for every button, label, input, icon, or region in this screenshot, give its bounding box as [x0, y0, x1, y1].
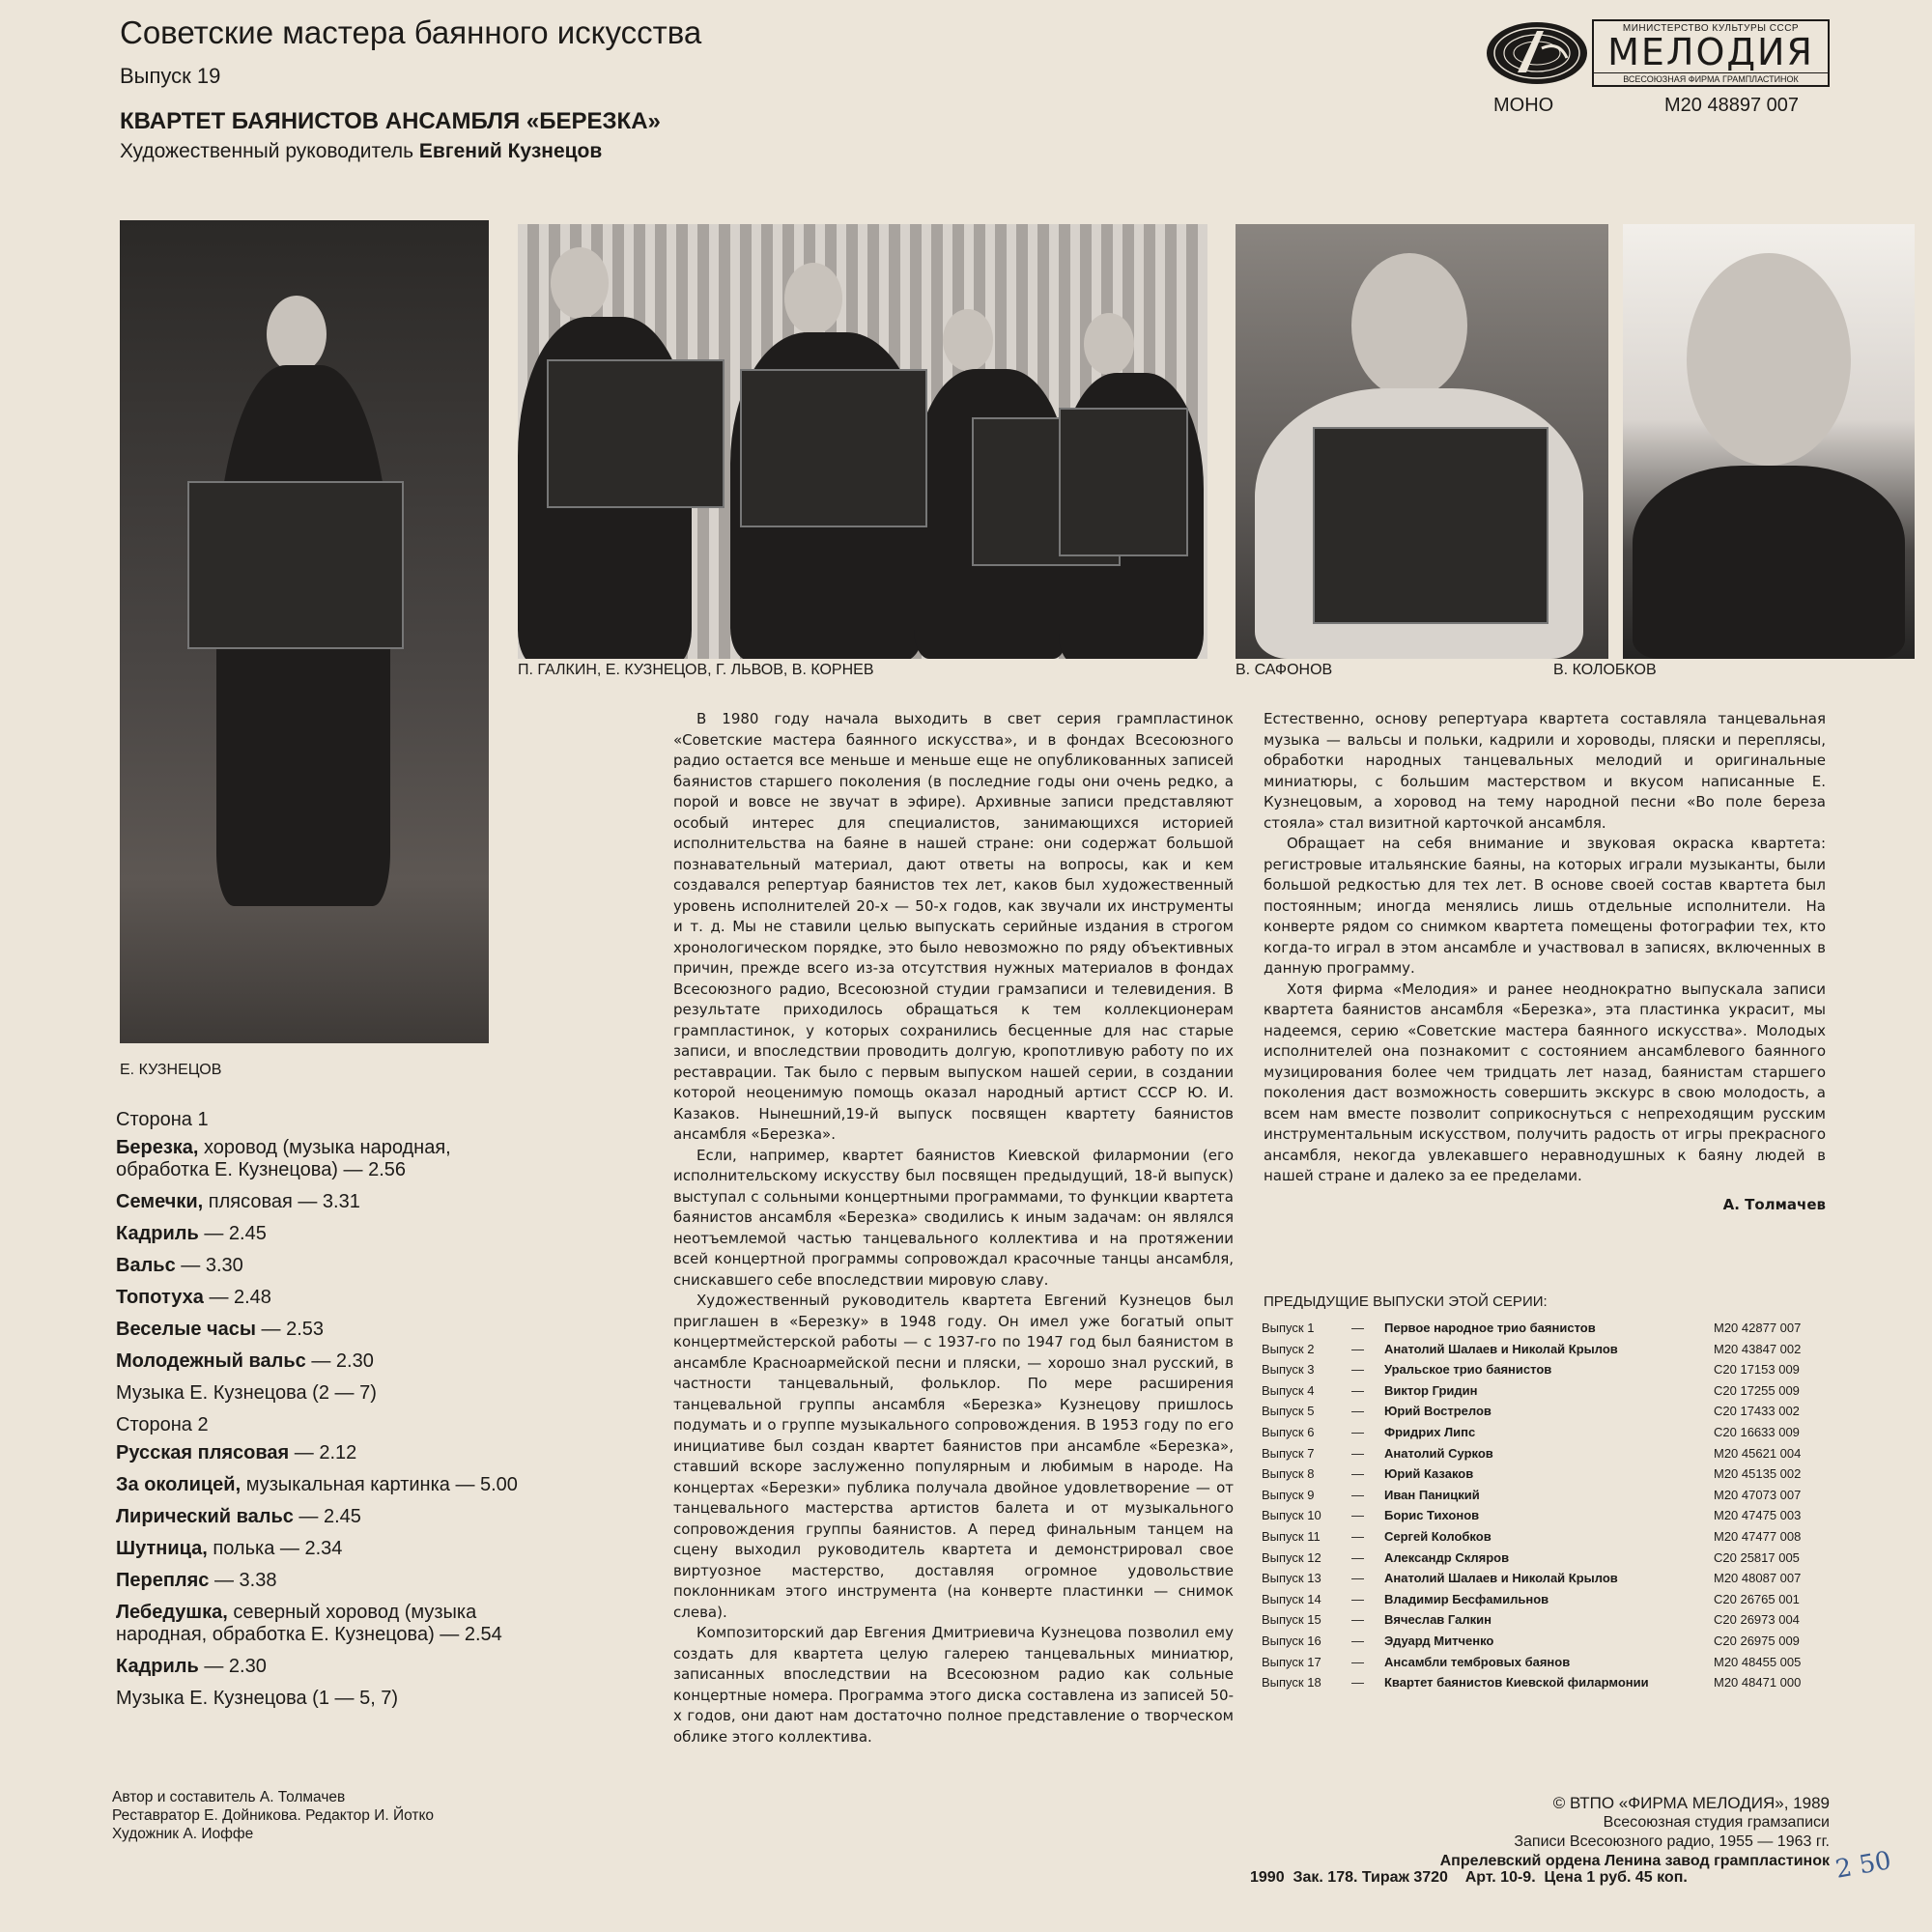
- credits: [112, 1788, 547, 1843]
- previous-issue-row: [1262, 1548, 1830, 1569]
- previous-issue-row: [1262, 1422, 1830, 1443]
- liner-notes-column-1: [673, 709, 1234, 1747]
- issue-number: Выпуск 9: [1262, 1487, 1315, 1502]
- issue-catalog: С20 25817 005: [1714, 1549, 1800, 1565]
- track-details: полька — 2.34: [207, 1538, 343, 1559]
- dash: —: [1351, 1675, 1364, 1690]
- track-details: — 2.12: [289, 1442, 357, 1463]
- plant-line: Апрелевский ордена Ленина завод грампластинок: [1439, 1853, 1830, 1869]
- track-title: Русская плясовая: [116, 1442, 290, 1463]
- track-item: [116, 1319, 531, 1341]
- issue-catalog: М20 45621 004: [1714, 1445, 1802, 1461]
- issue-title: Фридрих Липс: [1384, 1424, 1476, 1439]
- track-title: Вальс: [116, 1255, 176, 1276]
- track-details: — 3.30: [175, 1255, 243, 1276]
- essay-paragraph: Художественный руководитель квартета Евгений Кузнецов был приглашен в «Березку» в 1948 году. Он имел уже богатый опыт концертмейстерской работы — с 1937-го по 1947 год был баянистом в ансамбле Красноармейской песни и пляски, — хорошо знал русский, в частности танцевальный, фольклор. По мере расширения танцевальной группы ансамбля «Березка» Кузнецову пришлось подумать и о группе музыкального сопровождения. В 1953 году по его инициативе был создан квартет баянистов при ансамбле «Березка», ставший вскоре заслуженно популярным и любимым в народе. На концертах «Березки» публика получала двойное удовлетворение — от танцевального мастерства артистов балета и от музыкального сопровождения группы баянистов. А перед финальным танцем на сцену выходил руководитель квартета и демонстрировал свое виртуозное мастерство, доставляя огромное удовольствие поклонникам этого инструмента (на конверте пластинки — снимок слева).: [673, 1292, 1234, 1621]
- track-details: плясовая — 3.31: [203, 1191, 360, 1212]
- issue-catalog: С20 16633 009: [1714, 1424, 1800, 1439]
- photo-quartet: [518, 224, 1208, 659]
- liner-notes-column-2-text: [1264, 709, 1826, 1187]
- credit-line: Реставратор Е. Дойникова. Редактор И. Йотко: [112, 1807, 435, 1824]
- issue-number: Выпуск 12: [1262, 1549, 1321, 1565]
- track-details: — 2.30: [198, 1656, 267, 1677]
- previous-issue-row: [1262, 1505, 1830, 1526]
- track-title: Молодежный вальс: [116, 1350, 306, 1372]
- issue-number: Выпуск 4: [1262, 1382, 1315, 1398]
- recordings-line: Записи Всесоюзного радио, 1955 — 1963 гг.: [1514, 1833, 1830, 1850]
- previous-issue-row: [1262, 1652, 1830, 1673]
- dash: —: [1351, 1633, 1364, 1648]
- track-details: — 2.53: [255, 1319, 324, 1340]
- issue-catalog: М20 42877 007: [1714, 1321, 1802, 1335]
- issue-number: Выпуск 11: [1262, 1528, 1321, 1544]
- caption-photo-kuznetsov: Е. КУЗНЕЦОВ: [120, 1062, 222, 1078]
- dash: —: [1351, 1549, 1364, 1565]
- previous-issue-row: [1262, 1609, 1830, 1631]
- previous-issue-row: [1262, 1485, 1830, 1506]
- track-title: Шутница,: [116, 1538, 208, 1559]
- photo-kuznetsov: [120, 220, 489, 1043]
- liner-notes-column-2: [1264, 709, 1826, 1215]
- essay-author: А. Толмачев: [1722, 1195, 1826, 1213]
- track-item: [116, 1191, 531, 1213]
- track-title: Веселые часы: [116, 1319, 256, 1340]
- side-2-tracks: [116, 1442, 531, 1678]
- essay-paragraph: Естественно, основу репертуара квартета составляла танцевальная музыка — вальсы и польки, кадрили и хороводы, пляски и переплясы, обработки народных танцевальных мелодий и оригинальные миниатюры, с большим мастерством и вкусом написанные Е. Кузнецовым, а хоровод на тему народной песни «Во поле береза стояла» стал визитной карточкой ансамбля.: [1264, 710, 1826, 832]
- track-title: За околицей,: [116, 1474, 242, 1495]
- previous-issues-list: [1262, 1318, 1830, 1693]
- artistic-director: [120, 138, 602, 165]
- credit-line: Художник А. Иоффе: [112, 1826, 254, 1842]
- track-details: музыкальная картинка — 5.00: [241, 1474, 518, 1495]
- track-details: северный хоровод (музыка народная, обработка Е. Кузнецова) — 2.54: [116, 1602, 502, 1645]
- dash: —: [1351, 1654, 1364, 1669]
- issue-title: Юрий Казаков: [1384, 1466, 1474, 1482]
- dash: —: [1351, 1528, 1364, 1544]
- side-1-composer: Музыка Е. Кузнецова (2 — 7): [116, 1382, 377, 1404]
- essay-paragraph: Если, например, квартет баянистов Киевской филармонии (его исполнительскому искусству был посвящен предыдущий, 18-й выпуск) выступал с сольными концертными программами, то функции квартета баянистов ансамбля «Березка» сводились к иным задачам: он являлся неотъемлемой частью танцевального коллектива и на протяжении всей концертной программы сопровождал красочные танцы ансамбля, снискавшего себе впоследствии мировую славу.: [673, 1146, 1234, 1289]
- previous-issue-row: [1262, 1526, 1830, 1548]
- track-item: [116, 1602, 531, 1646]
- issue-catalog: С20 26973 004: [1714, 1612, 1800, 1628]
- issue-number: Выпуск 18: [1262, 1675, 1321, 1690]
- previous-issue-row: [1262, 1359, 1830, 1380]
- issue-number: Выпуск 2: [1262, 1341, 1315, 1356]
- issue-number: Выпуск 8: [1262, 1466, 1315, 1482]
- handwritten-price: 2 50: [1833, 1846, 1894, 1885]
- ministry-label: МИНИСТЕРСТВО КУЛЬТУРЫ СССР: [1622, 23, 1800, 34]
- track-item: [116, 1137, 531, 1181]
- melodiya-logo: [1484, 19, 1830, 89]
- caption-photo-quartet: П. ГАЛКИН, Е. КУЗНЕЦОВ, Г. ЛЬВОВ, В. КОРНЕВ: [518, 662, 874, 678]
- track-details: — 2.30: [305, 1350, 374, 1372]
- issue-number: Выпуск 5: [1262, 1404, 1315, 1419]
- track-item: [116, 1506, 531, 1528]
- previous-issue-row: [1262, 1401, 1830, 1422]
- track-title: Лирический вальс: [116, 1506, 294, 1527]
- issue-catalog: С20 17255 009: [1714, 1382, 1800, 1398]
- firm-label: ВСЕСОЮЗНАЯ ФИРМА ГРАМПЛАСТИНОК: [1594, 72, 1828, 85]
- track-title: Лебедушка,: [116, 1602, 228, 1623]
- issue-number: Выпуск 10: [1262, 1508, 1321, 1523]
- issue-number: Выпуск 16: [1262, 1633, 1321, 1648]
- copyright-block: [1376, 1794, 1830, 1871]
- previous-issue-row: [1262, 1463, 1830, 1485]
- track-title: Семечки,: [116, 1191, 204, 1212]
- track-title: Топотуха: [116, 1287, 204, 1308]
- issue-catalog: М20 47475 003: [1714, 1508, 1802, 1523]
- issue-catalog: М20 48455 005: [1714, 1654, 1802, 1669]
- dash: —: [1351, 1466, 1364, 1482]
- director-prefix: Художественный руководитель: [120, 140, 414, 162]
- essay-paragraph: Обращает на себя внимание и звуковая окраска квартета: регистровые итальянские баяны, на которых играли музыканты, были большой редкостью для тех лет. В основе своей состав квартета был постоянным; иногда менялись лишь отдельные исполнители. На конверте рядом со снимком квартета помещены фотографии тех, кто когда-то играл в этом ансамбле и участвовал в записях, включенных в данную программу.: [1264, 835, 1826, 977]
- track-title: Кадриль: [116, 1223, 199, 1244]
- essay-paragraph: В 1980 году начала выходить в свет серия грампластинок «Советские мастера баянного искусства», и в фондах Всесоюзного радио остается все меньше и меньше еще не опубликованных записей баянистов старшего поколения (в последние годы они очень редко, а порой и вовсе не звучат в эфире). Архивные записи представляют особый интерес для специалистов, занимающихся историей исполнительства на баяне в нашей стране: они содержат большой познавательный материал, дают ответы на вопросы, как и кем создавался репертуар баянистов тех лет, каков был художественный уровень исполнителей 20-х — 50-х годов, как звучали их инструменты и т. д. Мы не ставили целью выпускать серийные издания в строгом хронологическом порядке, это было невозможно по ряду объективных причин, прежде всего из-за отсутствия нужных материалов в фондах Всесоюзного радио, Всесоюзной студии грамзаписи и телевидения. В результате приходилось обращаться к тем коллекционерам грампластинок, у которых сохранились бесценные для нас старые записи, и впоследствии проводить долгую, кропотливую работу по их реставрации. Так было с первым выпуском нашей серии, в создании которой неоценимую помощь оказал народный артист СССР Ю. И. Казаков. Нынешний,19-й выпуск посвящен квартету баянистов ансамбля «Березка».: [673, 710, 1234, 1143]
- issue-catalog: С20 17433 002: [1714, 1404, 1800, 1419]
- track-item: [116, 1474, 531, 1496]
- essay-paragraph: Композиторский дар Евгения Дмитриевича Кузнецова позволил ему создать для квартета целую галерею танцевальных миниатюр, записанных впоследствии на Всесоюзном радио как сольные концертные номера. Программа этого диска составлена из записей 50-х годов, они дают нам достаточно полное представление о творческом облике этого коллектива.: [673, 1624, 1234, 1746]
- dash: —: [1351, 1341, 1364, 1356]
- issue-title: Квартет баянистов Киевской филармонии: [1384, 1675, 1649, 1690]
- catalog-number: М20 48897 007: [1664, 95, 1800, 116]
- ensemble-title: КВАРТЕТ БАЯНИСТОВ АНСАМБЛЯ «БЕРЕЗКА»: [120, 108, 661, 134]
- caption-photo-kolobkov: В. КОЛОБКОВ: [1553, 662, 1657, 678]
- dash: —: [1351, 1424, 1364, 1439]
- tracklist: [116, 1109, 531, 1719]
- dash: —: [1351, 1487, 1364, 1502]
- track-item: [116, 1538, 531, 1560]
- issue-catalog: М20 47073 007: [1714, 1487, 1802, 1502]
- issue-number: Выпуск 14: [1262, 1591, 1321, 1606]
- issue-catalog: М20 43847 002: [1714, 1341, 1802, 1356]
- track-details: — 3.38: [209, 1570, 277, 1591]
- issue-number: Выпуск 6: [1262, 1424, 1315, 1439]
- track-details: хоровод (музыка народная, обработка Е. Кузнецова) — 2.56: [116, 1137, 451, 1180]
- issue-title: Владимир Бесфамильнов: [1384, 1591, 1549, 1606]
- issue-number: Выпуск 15: [1262, 1612, 1321, 1628]
- caption-photo-safonov: В. САФОНОВ: [1236, 662, 1333, 678]
- previous-issue-row: [1262, 1318, 1830, 1339]
- previous-issues-heading: ПРЕДЫДУЩИЕ ВЫПУСКИ ЭТОЙ СЕРИИ:: [1264, 1293, 1548, 1310]
- issue-title: Сергей Колобков: [1384, 1528, 1492, 1544]
- melodiya-wordmark: [1592, 19, 1830, 87]
- track-title: Березка,: [116, 1137, 199, 1158]
- issue-title: Анатолий Сурков: [1384, 1445, 1493, 1461]
- previous-issue-row: [1262, 1339, 1830, 1360]
- issue-number: Выпуск 3: [1262, 1362, 1315, 1378]
- print-info: 1990 Зак. 178. Тираж 3720 Арт. 10-9. Цена 1 руб. 45 коп.: [1250, 1869, 1688, 1886]
- issue-title: Виктор Гридин: [1384, 1382, 1478, 1398]
- dash: —: [1351, 1382, 1364, 1398]
- melodiya-emblem-icon: [1484, 19, 1590, 87]
- issue-number: Выпуск 1: [1262, 1321, 1315, 1335]
- credit-line: Автор и составитель А. Толмачев: [112, 1789, 346, 1805]
- issue-catalog: С20 26765 001: [1714, 1591, 1800, 1606]
- copyright-line: © ВТПО «ФИРМА МЕЛОДИЯ», 1989: [1552, 1794, 1830, 1812]
- issue-title: Уральское трио баянистов: [1384, 1362, 1552, 1378]
- dash: —: [1351, 1612, 1364, 1628]
- issue-title: Борис Тихонов: [1384, 1508, 1480, 1523]
- issue-title: Эдуард Митченко: [1384, 1633, 1494, 1648]
- series-title: Советские мастера баянного искусства: [120, 14, 702, 50]
- dash: —: [1351, 1591, 1364, 1606]
- side-2-label: Сторона 2: [116, 1414, 209, 1435]
- photo-kolobkov: [1623, 224, 1915, 659]
- issue-title: Иван Паницкий: [1384, 1487, 1480, 1502]
- dash: —: [1351, 1404, 1364, 1419]
- issue-title: Ансамбли тембровых баянов: [1384, 1654, 1571, 1669]
- dash: —: [1351, 1571, 1364, 1586]
- issue-number: Выпуск 19: [120, 64, 221, 88]
- previous-issue-row: [1262, 1380, 1830, 1402]
- studio-line: Всесоюзная студия грамзаписи: [1603, 1814, 1830, 1831]
- issue-number: Выпуск 13: [1262, 1571, 1321, 1586]
- dash: —: [1351, 1508, 1364, 1523]
- issue-title: Юрий Вострелов: [1384, 1404, 1492, 1419]
- photo-safonov: [1236, 224, 1608, 659]
- director-name: Евгений Кузнецов: [418, 140, 603, 162]
- track-title: Кадриль: [116, 1656, 199, 1677]
- side-1-tracks: [116, 1137, 531, 1373]
- track-item: [116, 1350, 531, 1373]
- essay-paragraph: Хотя фирма «Мелодия» и ранее неоднократно выпускала записи квартета баянистов ансамбля «Березка», эта пластинка украсит, мы надеемся, серию «Советские мастера баянного искусства». Молодых исполнителей она познакомит с состоянием ансамблевого баянного музицирования более чем тридцать лет назад, баянистам старшего поколения даст возможность совершить экскурс в свою молодость, а всем нам вместе позволит соприкоснуться с непреходящим русским инструментальным искусством, получить радость от игры прекрасного ансамбля, некогда увлекавшего неравнодушных к баяну людей в нашей стране и далеко за ее пределами.: [1264, 980, 1826, 1184]
- previous-issue-row: [1262, 1568, 1830, 1589]
- issue-title: Александр Скляров: [1384, 1549, 1510, 1565]
- side-2-composer: Музыка Е. Кузнецова (1 — 5, 7): [116, 1688, 399, 1709]
- track-item: [116, 1255, 531, 1277]
- track-item: [116, 1287, 531, 1309]
- track-details: — 2.48: [203, 1287, 271, 1308]
- dash: —: [1351, 1362, 1364, 1378]
- dash: —: [1351, 1321, 1364, 1335]
- track-details: — 2.45: [198, 1223, 267, 1244]
- side-1-label: Сторона 1: [116, 1109, 209, 1130]
- issue-catalog: М20 48471 000: [1714, 1675, 1802, 1690]
- previous-issue-row: [1262, 1672, 1830, 1693]
- issue-number: Выпуск 7: [1262, 1445, 1315, 1461]
- issue-catalog: М20 45135 002: [1714, 1466, 1802, 1482]
- mono-label: МОНО: [1493, 95, 1554, 116]
- issue-catalog: М20 47477 008: [1714, 1528, 1802, 1544]
- track-title: Перепляс: [116, 1570, 210, 1591]
- issue-title: Вячеслав Галкин: [1384, 1612, 1492, 1628]
- track-details: — 2.45: [293, 1506, 361, 1527]
- track-item: [116, 1223, 531, 1245]
- issue-catalog: С20 17153 009: [1714, 1362, 1800, 1378]
- dash: —: [1351, 1445, 1364, 1461]
- previous-issue-row: [1262, 1589, 1830, 1610]
- issue-catalog: М20 48087 007: [1714, 1571, 1802, 1586]
- previous-issue-row: [1262, 1631, 1830, 1652]
- previous-issue-row: [1262, 1443, 1830, 1464]
- issue-title: Анатолий Шалаев и Николай Крылов: [1384, 1571, 1618, 1586]
- track-item: [116, 1656, 531, 1678]
- brand-name: МЕЛОДИЯ: [1607, 31, 1814, 73]
- issue-title: Анатолий Шалаев и Николай Крылов: [1384, 1341, 1618, 1356]
- issue-number: Выпуск 17: [1262, 1654, 1321, 1669]
- issue-catalog: С20 26975 009: [1714, 1633, 1800, 1648]
- track-item: [116, 1442, 531, 1464]
- issue-title: Первое народное трио баянистов: [1384, 1321, 1596, 1335]
- track-item: [116, 1570, 531, 1592]
